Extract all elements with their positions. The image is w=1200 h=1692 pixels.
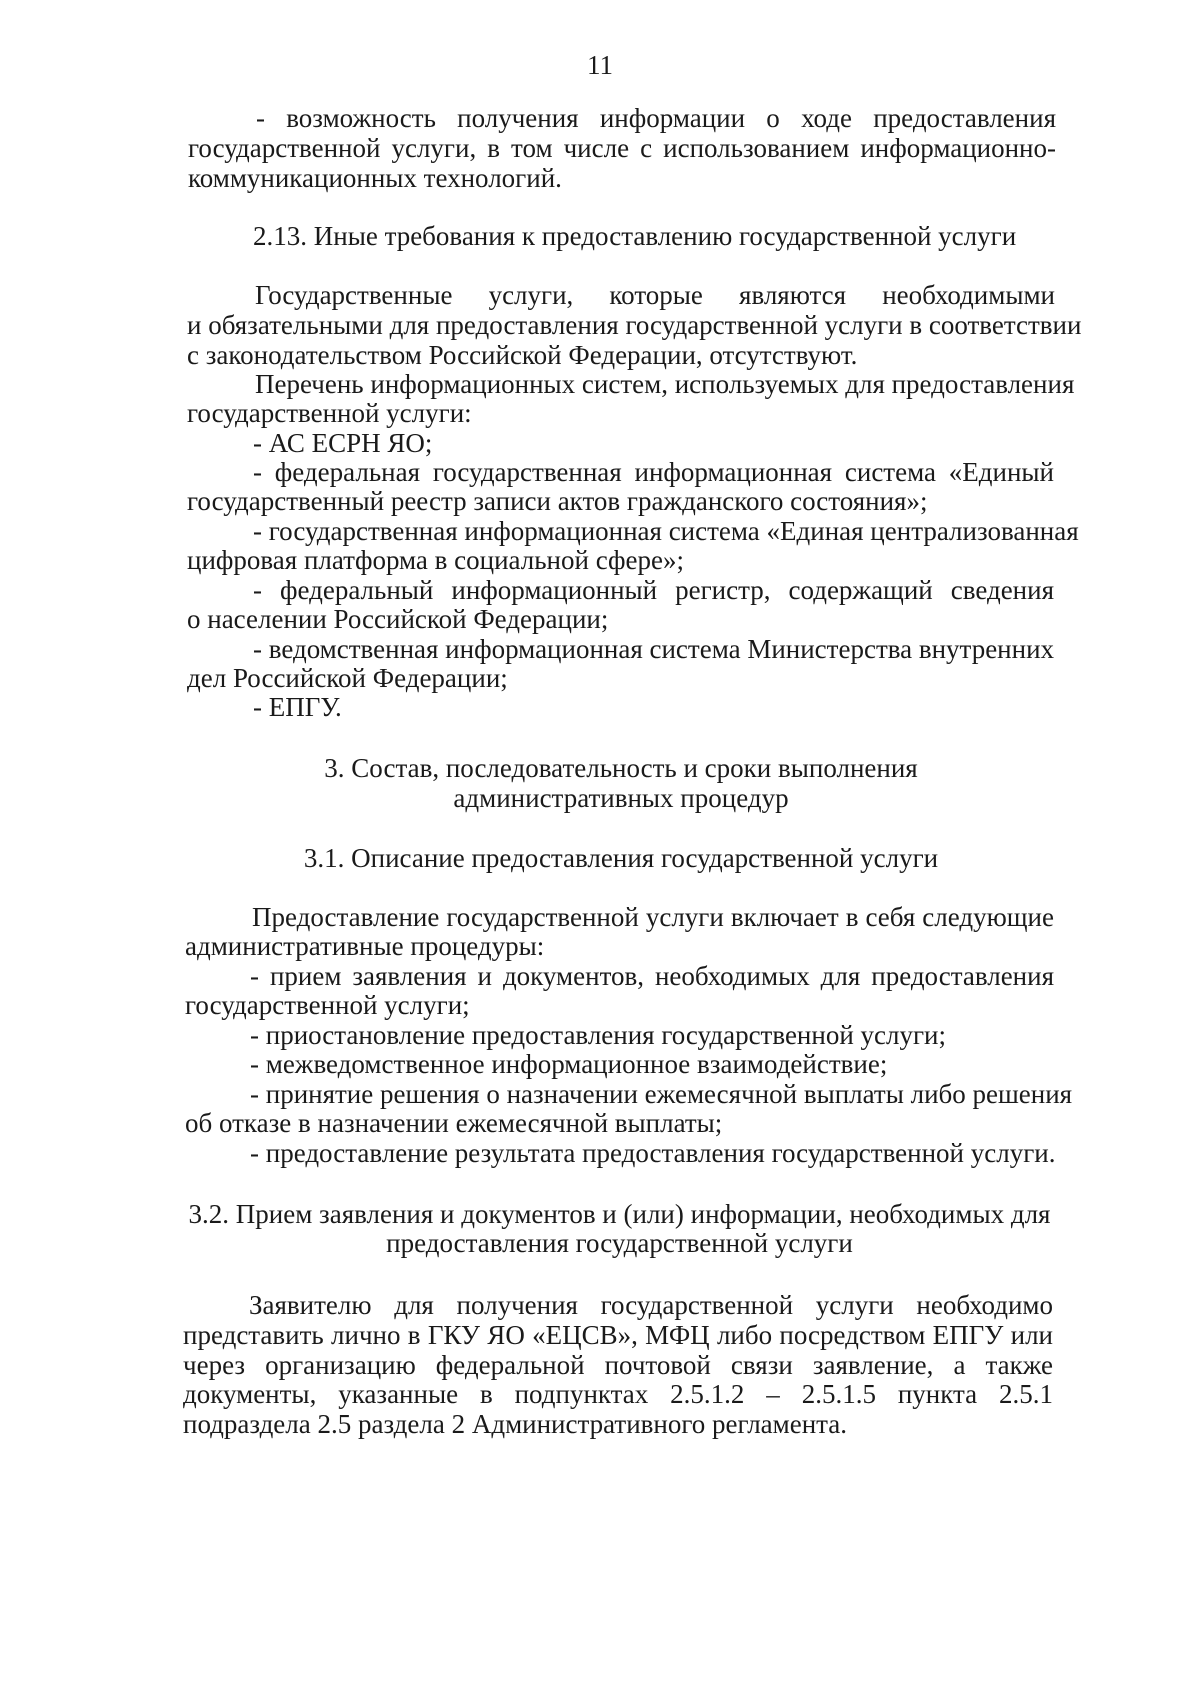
section-heading: административных процедур: [453, 783, 789, 813]
section-heading: предоставления государственной услуги: [386, 1228, 853, 1258]
section-heading: 3. Состав, последовательность и сроки выполнения: [324, 753, 918, 783]
paragraph-line: Предоставление государственной услуги включает в себя следующие: [252, 902, 1054, 932]
section-heading: 2.13. Иные требования к предоставлению государственной услуги: [253, 221, 1017, 251]
paragraph-line: Перечень информационных систем, используемых для предоставления: [255, 369, 1075, 399]
paragraph-line: и обязательными для предоставления государственной услуги в соответствии: [187, 310, 1082, 340]
paragraph-line: - государственная информационная система «Единая централизованная: [253, 516, 1079, 546]
paragraph-line: - федеральный информационный регистр, содержащий сведения: [253, 575, 1054, 605]
paragraph-line: о населении Российской Федерации;: [187, 604, 609, 634]
paragraph-line: административные процедуры:: [185, 931, 545, 961]
paragraph-line: об отказе в назначении ежемесячной выплаты;: [185, 1108, 723, 1138]
paragraph-line: коммуникационных технологий.: [188, 163, 562, 193]
paragraph-line: дел Российской Федерации;: [187, 663, 508, 693]
section-heading: 3.2. Прием заявления и документов и (или) информации, необходимых для: [188, 1199, 1051, 1229]
paragraph-line: государственный реестр записи актов гражданского состояния»;: [187, 486, 928, 516]
paragraph-line: - прием заявления и документов, необходимых для предоставления: [250, 961, 1054, 991]
paragraph-line: цифровая платформа в социальной сфере»;: [187, 545, 684, 575]
paragraph-line: - возможность получения информации о ходе предоставления: [256, 103, 1056, 133]
paragraph-line: - ЕПГУ.: [253, 692, 342, 722]
paragraph-line: - АС ЕСРН ЯО;: [253, 428, 433, 458]
paragraph-line: - принятие решения о назначении ежемесячной выплаты либо решения: [250, 1079, 1073, 1109]
paragraph-line: через организацию федеральной почтовой связи заявление, а также: [183, 1350, 1053, 1380]
section-heading: 3.1. Описание предоставления государственной услуги: [303, 843, 939, 873]
paragraph-line: - предоставление результата предоставления государственной услуги.: [250, 1138, 1056, 1168]
paragraph-line: с законодательством Российской Федерации, отсутствуют.: [187, 340, 858, 370]
paragraph-line: документы, указанные в подпунктах 2.5.1.2 – 2.5.1.5 пункта 2.5.1: [183, 1379, 1053, 1409]
paragraph-line: Государственные услуги, которые являются необходимыми: [255, 280, 1055, 310]
page-number: 11: [587, 50, 613, 80]
paragraph-line: представить лично в ГКУ ЯО «ЕЦСВ», МФЦ либо посредством ЕПГУ или: [183, 1320, 1053, 1350]
paragraph-line: подраздела 2.5 раздела 2 Административного регламента.: [183, 1409, 848, 1439]
paragraph-line: - федеральная государственная информационная система «Единый: [253, 457, 1054, 487]
paragraph-line: - межведомственное информационное взаимодействие;: [250, 1049, 888, 1079]
paragraph-line: государственной услуги, в том числе с использованием информационно-: [188, 133, 1056, 163]
paragraph-line: - приостановление предоставления государственной услуги;: [250, 1020, 947, 1050]
paragraph-line: - ведомственная информационная система Министерства внутренних: [253, 634, 1055, 664]
paragraph-line: государственной услуги:: [187, 398, 472, 428]
paragraph-line: Заявителю для получения государственной услуги необходимо: [249, 1290, 1053, 1320]
paragraph-line: государственной услуги;: [185, 990, 470, 1020]
